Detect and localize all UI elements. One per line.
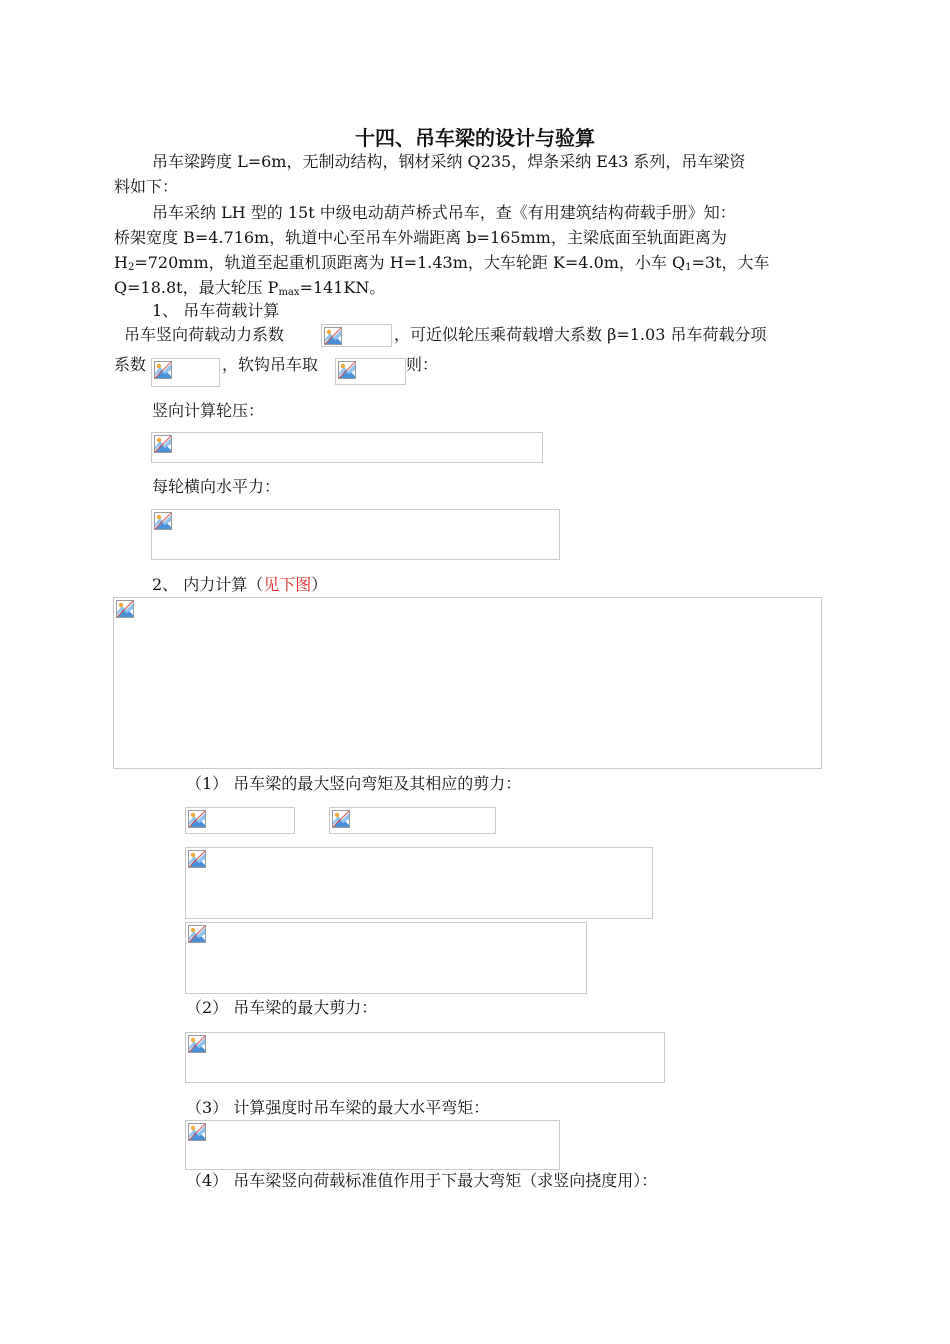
broken-image-icon — [188, 1035, 206, 1053]
broken-image-icon — [154, 361, 172, 379]
page-title: 十四、吊车梁的设计与验算 — [355, 126, 595, 150]
intro-p2-line3 — [114, 252, 770, 279]
heading-text: 2、 内力计算（ — [152, 575, 264, 594]
formula-image — [185, 1032, 665, 1083]
section2-heading — [152, 574, 327, 596]
section1-line2-a: 系数 — [114, 355, 147, 374]
intro-p1-line1 — [152, 151, 745, 173]
formula-image — [151, 432, 543, 463]
broken-image-icon — [188, 850, 206, 868]
formula-image — [329, 807, 496, 834]
formula-image — [151, 509, 560, 560]
vertical-load-label: 竖向计算轮压： — [152, 401, 265, 420]
subscript-max: max — [278, 287, 300, 298]
broken-image-icon — [332, 810, 350, 828]
text-end: =3t，大车 — [691, 253, 770, 272]
text-h: H — [114, 253, 128, 272]
subscript-1: 1 — [685, 262, 692, 273]
formula-image — [335, 358, 406, 385]
item4-label: （4） 吊车梁竖向荷载标准值作用于下最大弯矩（求竖向挠度用）： — [186, 1171, 658, 1190]
section1-heading: 1、 吊车荷载计算 — [152, 301, 280, 320]
formula-image — [185, 1120, 560, 1170]
section1-line2-c: 则： — [406, 355, 439, 374]
formula-image — [185, 847, 653, 919]
section1-line2-b: ，软钩吊车取 — [222, 355, 319, 374]
formula-image — [321, 324, 392, 347]
broken-image-icon — [154, 435, 172, 453]
horizontal-force-label: 每轮横向水平力： — [152, 477, 281, 496]
intro-p2-line1: 吊车采纳 LH 型的 15t 中级电动葫芦桥式吊车，查《有用建筑结构荷载手册》知： — [152, 203, 736, 222]
formula-image — [185, 922, 587, 994]
section1-line1-b: ，可近似轮压乘荷载增大系数 β=1.03 吊车荷载分项 — [394, 325, 767, 344]
intro-p1-line2: 料如下： — [114, 177, 179, 196]
broken-image-icon — [188, 1123, 206, 1141]
broken-image-icon — [338, 361, 356, 379]
broken-image-icon — [188, 925, 206, 943]
subscript-2: 2 — [127, 262, 135, 273]
broken-image-icon — [154, 512, 172, 530]
intro-p2-line2: 桥架宽度 B=4.716m，轨道中心至吊车外端距离 b=165mm，主梁底面至轨面距离为 — [114, 228, 727, 247]
see-figure-link[interactable]: 见下图 — [263, 575, 312, 594]
internal-force-diagram-image — [113, 597, 822, 769]
text-q: Q=18.8t，最大轮压 P — [114, 278, 279, 297]
item3-label: （3） 计算强度时吊车梁的最大水平弯矩： — [186, 1098, 490, 1117]
section1-line1-a: 吊车竖向荷载动力系数 — [124, 325, 285, 344]
intro-p1-text: 吊车梁跨度 L=6m，无制动结构，钢材采纳 Q235，焊条采纳 E43 系列，吊车梁资 — [152, 152, 746, 171]
text-pmax: =141KN。 — [299, 278, 386, 297]
formula-image — [151, 358, 220, 387]
item2-label: （2） 吊车梁的最大剪力： — [186, 998, 378, 1017]
broken-image-icon — [324, 327, 342, 345]
broken-image-icon — [116, 600, 134, 618]
heading-close: ） — [311, 575, 328, 594]
formula-image — [185, 807, 295, 834]
broken-image-icon — [188, 810, 206, 828]
text-mid: =720mm，轨道至起重机顶距离为 H=1.43m，大车轮距 K=4.0m，小车 Q — [134, 253, 686, 272]
item1-label: （1） 吊车梁的最大竖向弯矩及其相应的剪力： — [186, 774, 522, 793]
